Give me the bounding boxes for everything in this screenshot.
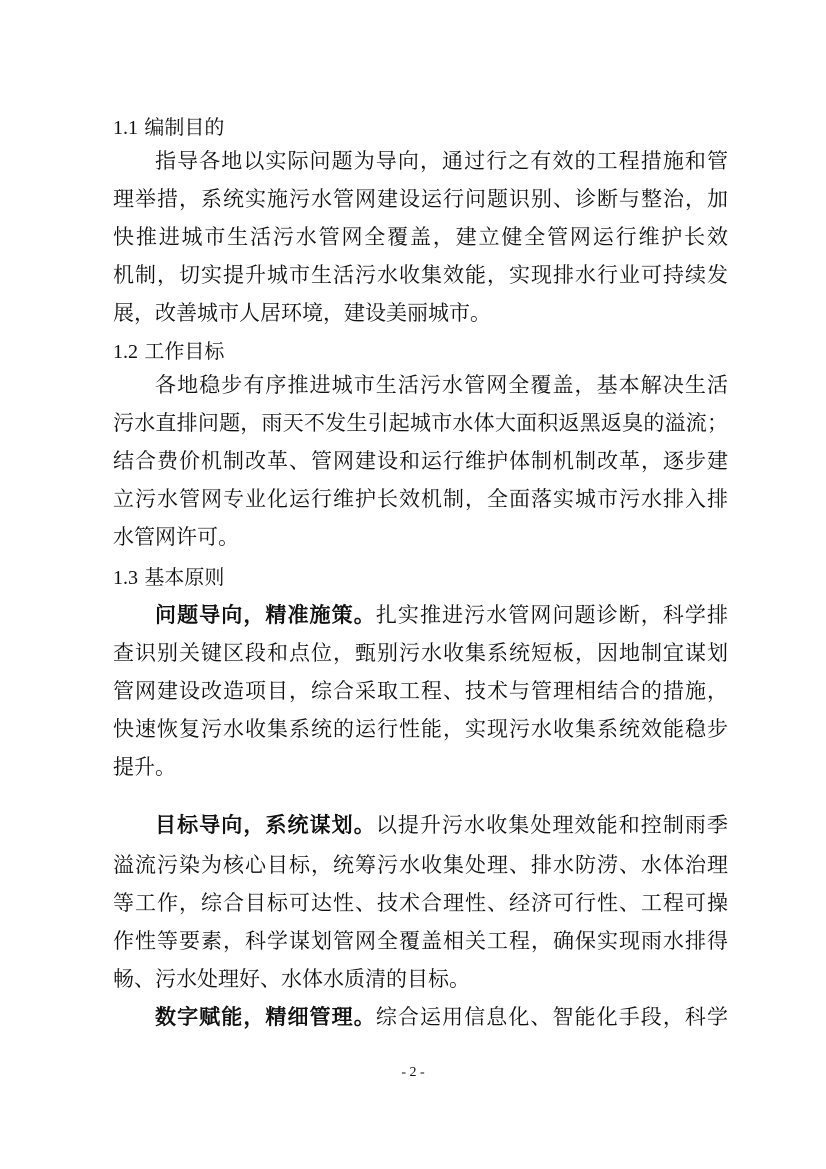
section-heading-1-2 (113, 338, 224, 365)
principle-text: 综合运用信息化、智能化手段，科学 (375, 1005, 729, 1029)
principle-title: 问题导向，精准施策。 (155, 603, 376, 627)
paragraph-line: 结合费价机制改革、管网建设和运行维护体制机制改革，逐步建 (113, 449, 728, 473)
paragraph-line: 指导各地以实际问题为导向，通过行之有效的工程措施和管 (155, 149, 728, 173)
page-number: - 2 - (401, 1065, 425, 1080)
section-title: 工作目标 (144, 339, 225, 363)
principle-text: 扎实推进污水管网问题诊断，科学排 (375, 603, 729, 627)
paragraph-line: 各地稳步有序推进城市生活污水管网全覆盖，基本解决生活 (155, 373, 728, 397)
principle-title: 目标导向，系统谋划。 (155, 813, 376, 837)
principle-title: 数字赋能，精细管理。 (155, 1005, 376, 1029)
section-heading-1-1 (113, 114, 224, 141)
section-heading-1-3 (113, 564, 224, 591)
principle-text: 以提升污水收集处理效能和控制雨季 (375, 813, 729, 837)
paragraph-line: 理举措，系统实施污水管网建设运行问题识别、诊断与整治，加 (113, 187, 728, 211)
paragraph-line: 快速恢复污水收集系统的运行性能，实现污水收集系统效能稳步 (113, 717, 728, 741)
principle-first-line (155, 812, 728, 838)
section-title: 编制目的 (144, 115, 225, 139)
section-number: 1.1 (113, 117, 138, 139)
section-title: 基本原则 (144, 565, 225, 589)
paragraph-line: 展，改善城市人居环境，建设美丽城市。 (113, 301, 491, 325)
paragraph-line: 等工作，综合目标可达性、技术合理性、经济可行性、工程可操 (113, 891, 728, 915)
paragraph-line: 机制，切实提升城市生活污水收集效能，实现排水行业可持续发 (113, 263, 728, 287)
principle-first-line (155, 602, 728, 628)
principle-first-line (155, 1004, 728, 1030)
paragraph-line: 污水直排问题，雨天不发生引起城市水体大面积返黑返臭的溢流； (113, 411, 728, 435)
paragraph-line: 作性等要素，科学谋划管网全覆盖相关工程，确保实现雨水排得 (113, 929, 728, 953)
paragraph-line: 畅、污水处理好、水体水质清的目标。 (113, 967, 470, 991)
paragraph-line: 管网建设改造项目，综合采取工程、技术与管理相结合的措施， (113, 679, 728, 703)
paragraph-line: 提升。 (113, 755, 176, 779)
paragraph-line: 立污水管网专业化运行维护长效机制，全面落实城市污水排入排 (113, 487, 728, 511)
section-number: 1.3 (113, 567, 138, 589)
section-number: 1.2 (113, 341, 138, 363)
paragraph-line: 快推进城市生活污水管网全覆盖，建立健全管网运行维护长效 (113, 225, 728, 249)
paragraph-line: 溢流污染为核心目标，统筹污水收集处理、排水防涝、水体治理 (113, 853, 728, 877)
paragraph-line: 查识别关键区段和点位，甄别污水收集系统短板，因地制宜谋划 (113, 641, 728, 665)
paragraph-line: 水管网许可。 (113, 525, 239, 549)
